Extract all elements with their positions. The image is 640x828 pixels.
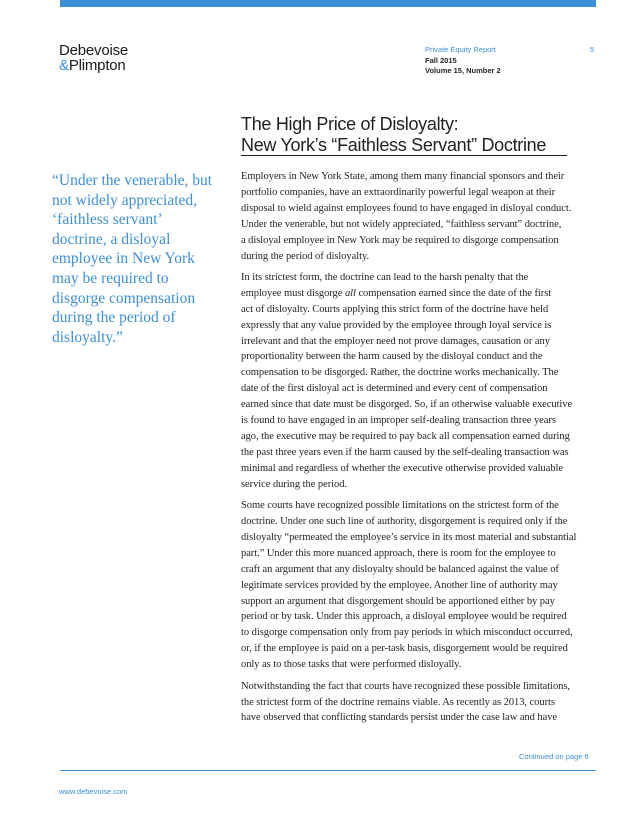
text-line: craft an argument that any disloyalty should be balanced against the value of (241, 563, 559, 575)
text-line: act of disloyalty. Courts applying this strict form of the doctrine have held (241, 303, 549, 315)
text-line-with-emphasis (241, 286, 596, 302)
text-line: minimal and regardless of whether the executive otherwise provided valuable (241, 462, 563, 474)
text-line: period or by task. Under this approach, a disloyal employee would be required (241, 611, 567, 623)
text-line: ago, the executive may be required to pay back all compensation earned during (241, 431, 570, 442)
pull-quote (52, 171, 228, 347)
text-line: is found to have engaged in an improper self-dealing transaction three years (241, 415, 556, 427)
text-line: have observed that conflicting standards persist under the case law and have (241, 712, 558, 724)
article-body (241, 169, 596, 732)
pull-quote-line: ‘faithless servant’ (52, 211, 163, 229)
report-name: Private Equity Report (425, 45, 496, 54)
logo-line-2 (59, 58, 128, 73)
text-line: Some courts have recognized possible limitations on the strictest form of the (241, 500, 559, 512)
text-line: during the period of disloyalty. (241, 250, 370, 262)
pull-quote-line: employee in New York (52, 250, 195, 268)
continued-link[interactable]: Continued on page 6 (519, 752, 589, 761)
pull-quote-line: disgorge compensation (52, 289, 196, 307)
pull-quote-line: “Under the venerable, but (52, 172, 213, 189)
text-line: only as to those tasks that were performed disloyally. (241, 659, 462, 671)
emphasis-all: all (344, 287, 356, 299)
text-line: earned since that date must be disgorged. So, if an otherwise valuable executive (241, 399, 573, 411)
article-title (241, 114, 601, 156)
text-line: support an argument that disgorgement should be apportioned either by pay (241, 595, 555, 607)
text-segment: employee must disgorge (241, 287, 345, 299)
report-volume: Volume 15, Number 2 (425, 66, 501, 75)
text-line: the past three years even if the harm caused by the self-dealing transaction was (241, 446, 569, 458)
pull-quote-line: during the period of (52, 309, 176, 327)
text-line: expressly that any value provided by the employee through loyal service is (241, 319, 552, 331)
text-line: irrelevant and that the employer need not prove damages, causation or any (241, 335, 550, 347)
footer-url-link[interactable]: www.debevoise.com (59, 787, 128, 796)
text-line: proportionality between the harm caused by the disloyal conduct and the (241, 351, 543, 363)
top-accent-bar (60, 0, 596, 7)
pull-quote-line: doctrine, a disloyal (52, 230, 171, 248)
body-paragraph-1 (241, 169, 596, 264)
body-paragraph-3 (241, 498, 596, 673)
pull-quote-line: disloyalty.” (52, 328, 123, 346)
text-line: or, if the employee is paid on a per-task basis, disgorgement would be required (241, 643, 568, 655)
text-segment: compensation earned since the date of the first (355, 287, 552, 299)
text-line: In its strictest form, the doctrine can lead to the harsh penalty that the (241, 271, 529, 283)
report-meta (425, 45, 501, 77)
text-line: date of the first disloyal act is determined and every cent of compensation (241, 383, 548, 395)
text-line: the strictest form of the doctrine remains viable. As recently as 2013, courts (241, 696, 555, 708)
text-line: legitimate services provided by the employee. Another line of authority may (241, 579, 558, 591)
text-line: part.” Under this more nuanced approach, there is room for the employee to (241, 547, 556, 559)
text-line: doctrine. Under one such line of authority, disgorgement is required only if the (241, 516, 568, 528)
text-line: to disgorge compensation only from pay periods in which misconduct occurred, (241, 627, 573, 639)
firm-logo (59, 43, 128, 73)
logo-line-1: Debevoise (59, 42, 129, 59)
page-number: 5 (590, 45, 595, 54)
text-line: disposal to wield against employees found to have engaged in disloyal conduct. (241, 202, 572, 214)
text-line: Under the venerable, but not widely appreciated, “faithless servant” doctrine, (241, 218, 562, 230)
title-line-2: New York’s “Faithless Servant” Doctrine (241, 135, 547, 155)
logo-ampersand: & (59, 57, 69, 74)
pull-quote-line: may be required to (52, 269, 169, 287)
pull-quote-line: not widely appreciated, (52, 191, 198, 209)
title-underline (241, 155, 567, 156)
text-line: a disloyal employee in New York may be required to disgorge compensation (241, 234, 559, 246)
text-line: compensation to be disgorged. Rather, the doctrine works mechanically. The (241, 367, 559, 379)
logo-line-2-text: Plimpton (68, 57, 126, 74)
text-line: disloyalty “permeated the employee’s service in its most material and substantial (241, 531, 577, 543)
title-line-1: The High Price of Disloyalty: (241, 114, 459, 134)
text-line: portfolio companies, have an extraordinarily powerful legal weapon at their (241, 186, 556, 198)
footer-rule (60, 770, 596, 771)
report-season: Fall 2015 (425, 55, 457, 65)
body-paragraph-2 (241, 270, 596, 493)
body-paragraph-4 (241, 679, 596, 727)
text-line: Employers in New York State, among them many financial sponsors and their (241, 171, 565, 182)
text-line: Notwithstanding the fact that courts have recognized these possible limitations, (241, 680, 571, 692)
text-line: service during the period. (241, 478, 347, 490)
